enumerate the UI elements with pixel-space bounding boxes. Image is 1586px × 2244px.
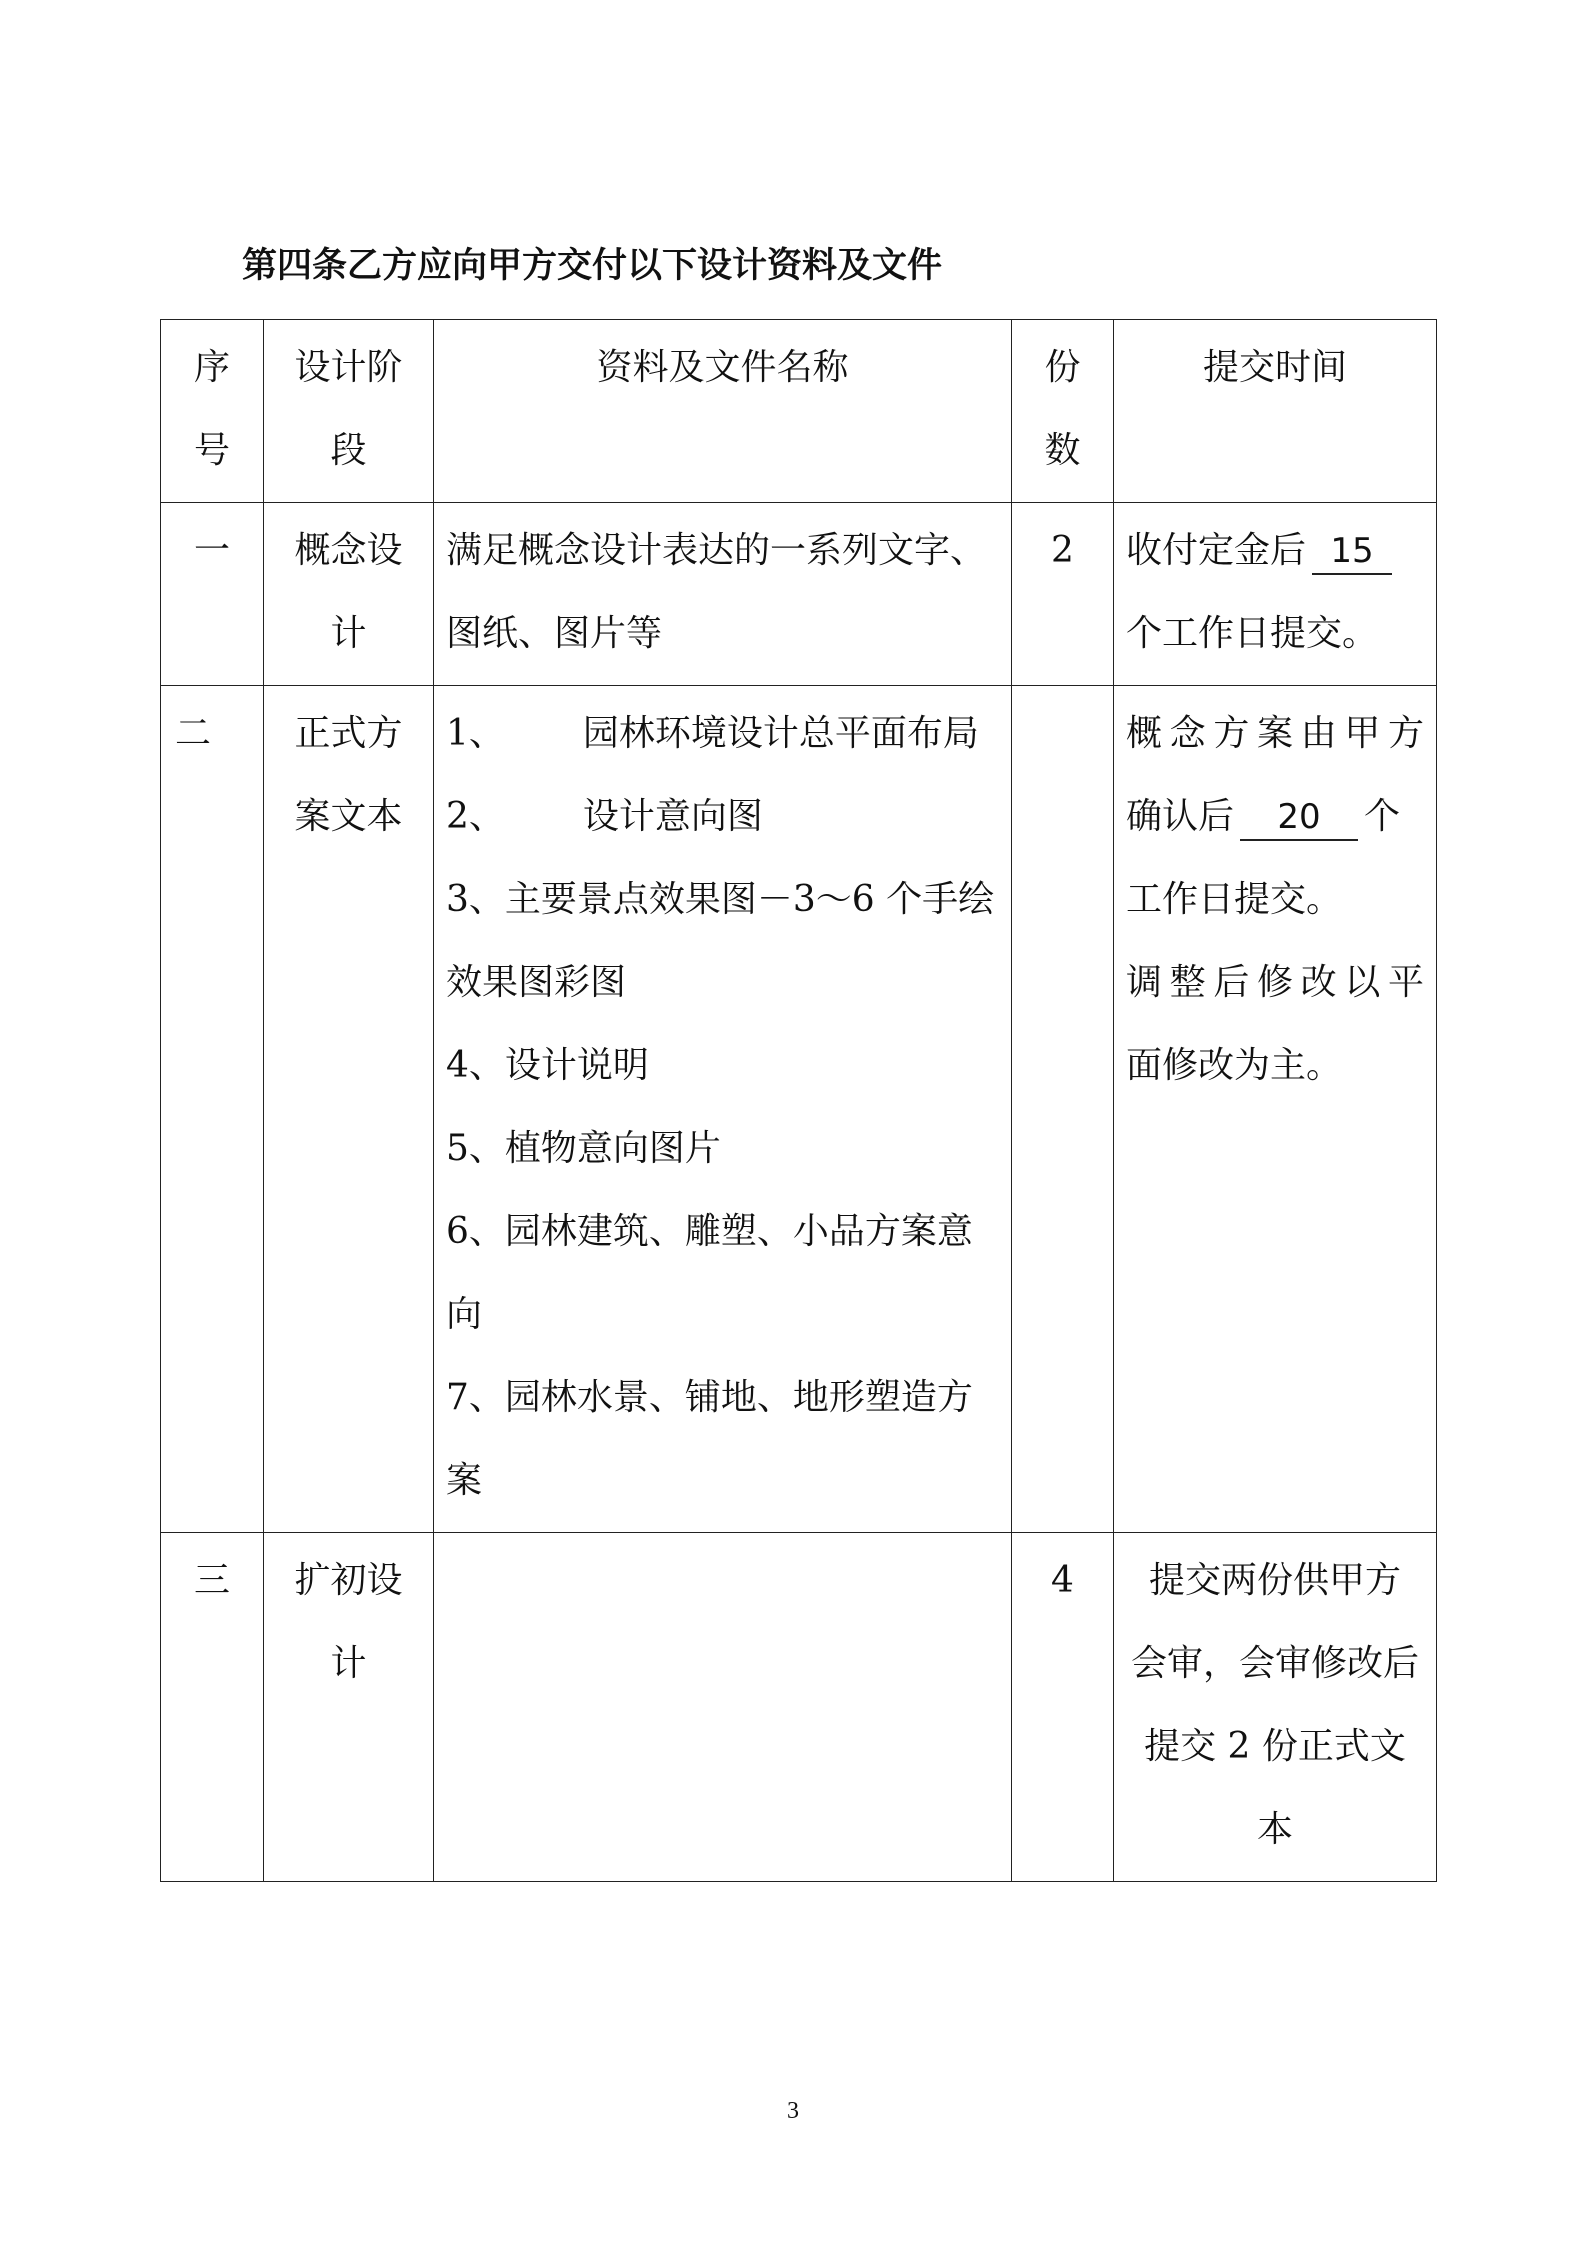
list-item: 4、设计说明 xyxy=(446,1045,649,1086)
row-time: 提交两份供甲方 会审，会审修改后 提交 2 份正式文 本 xyxy=(1114,1533,1437,1882)
filled-blank: 20 xyxy=(1240,795,1358,841)
row-time: 收付定金后 15 个工作日提交。 xyxy=(1114,503,1437,686)
table-header-row xyxy=(161,320,1437,503)
row-stage: 正式方 案文本 xyxy=(264,686,434,1533)
list-item: 3、主要景点效果图－3～6 个手绘效果图彩图 xyxy=(446,879,995,1003)
page-number: 3 xyxy=(787,2098,799,2124)
section-heading: 第四条乙方应向甲方交付以下设计资料及文件 xyxy=(242,246,943,286)
list-item: 5、植物意向图片 xyxy=(446,1128,721,1169)
row-name xyxy=(434,1533,1012,1882)
header-time: 提交时间 xyxy=(1114,320,1437,503)
list-item: 2、 设计意向图 xyxy=(446,796,763,837)
header-name: 资料及文件名称 xyxy=(434,320,1012,503)
row-seq: 二 xyxy=(161,686,264,1533)
table-row xyxy=(161,1533,1437,1882)
table-row xyxy=(161,686,1437,1533)
header-copies: 份 数 xyxy=(1012,320,1114,503)
row-stage: 扩初设 计 xyxy=(264,1533,434,1882)
header-stage: 设计阶 段 xyxy=(264,320,434,503)
row-stage: 概念设 计 xyxy=(264,503,434,686)
row-name-list xyxy=(434,686,1012,1533)
list-item: 7、园林水景、铺地、地形塑造方案 xyxy=(446,1377,973,1501)
filled-blank: 15 xyxy=(1312,529,1392,575)
row-seq: 一 xyxy=(161,503,264,686)
row-copies: 4 xyxy=(1012,1533,1114,1882)
deliverables-table xyxy=(160,319,1437,1882)
table-row xyxy=(161,503,1437,686)
row-copies xyxy=(1012,686,1114,1533)
row-name: 满足概念设计表达的一系列文字、 图纸、图片等 xyxy=(434,503,1012,686)
header-seq: 序 号 xyxy=(161,320,264,503)
list-item: 1、 园林环境设计总平面布局 xyxy=(446,713,979,754)
row-time: 概念方案由甲方 确认后 20 个 工作日提交。 调整后修改以平 面修改为主。 xyxy=(1114,686,1437,1533)
row-copies: 2 xyxy=(1012,503,1114,686)
row-seq: 三 xyxy=(161,1533,264,1882)
list-item: 6、园林建筑、雕塑、小品方案意向 xyxy=(446,1211,973,1335)
